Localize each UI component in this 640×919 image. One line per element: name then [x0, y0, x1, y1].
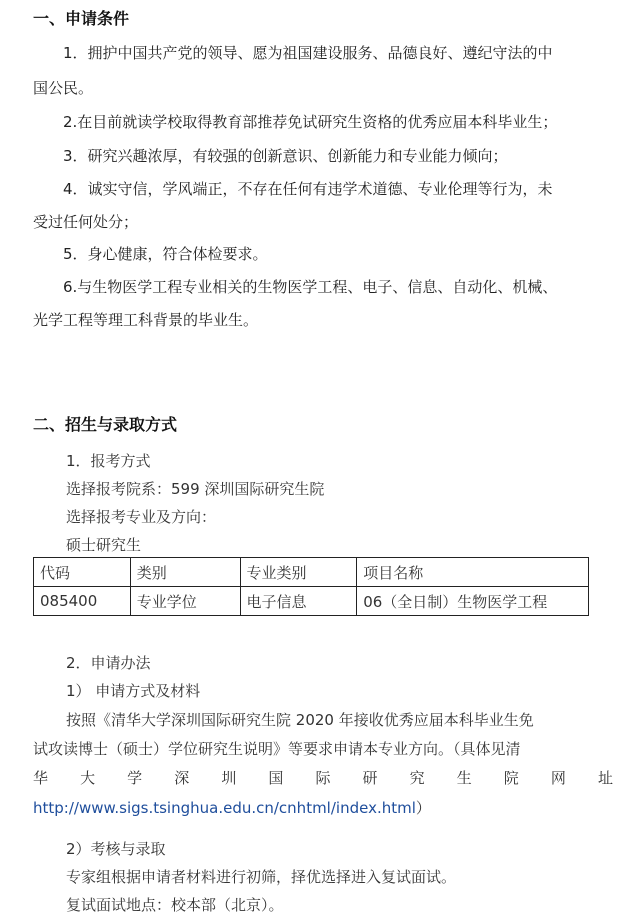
requirement-6-line-1: 6.与生物医学工程专业相关的生物医学工程、电子、信息、自动化、机械、	[63, 278, 558, 296]
justified-char: 圳	[221, 769, 237, 787]
table-header-cell: 代码	[34, 558, 131, 587]
program-table	[33, 557, 589, 616]
table-cell: 电子信息	[240, 587, 357, 616]
requirement-4-line-2: 受过任何处分；	[33, 213, 139, 231]
justified-char: 址	[597, 769, 613, 787]
review-line: 专家组根据申请者材料进行初筛，择优选择进入复试面试。	[66, 868, 457, 886]
table-cell: 085400	[34, 587, 131, 616]
justified-char: 华	[33, 769, 49, 787]
department-line: 选择报考院系：599 深圳国际研究生院	[66, 480, 325, 498]
website-line	[33, 797, 431, 819]
requirement-5: 5．身心健康，符合体检要求。	[63, 245, 268, 263]
requirement-2: 2.在目前就读学校取得教育部推荐免试研究生资格的优秀应届本科毕业生；	[63, 113, 558, 131]
subsection-materials-title: 1） 申请方式及材料	[66, 682, 201, 700]
section-1-title: 一、申请条件	[33, 9, 130, 28]
location-line: 复试面试地点：校本部（北京）。	[66, 896, 284, 914]
apply-paragraph-line-1: 按照《清华大学深圳国际研究生院 2020 年接收优秀应届本科毕业生免	[66, 711, 534, 729]
table-header-cell: 专业类别	[240, 558, 357, 587]
justified-char: 生	[456, 769, 472, 787]
requirement-4-line-1: 4．诚实守信，学风端正，不存在任何有违学术道德、专业伦理等行为，未	[63, 180, 553, 198]
subsection-review-title: 2）考核与录取	[66, 840, 166, 858]
apply-paragraph-line-2: 试攻读博士（硕士）学位研究生说明》等要求申请本专业方向。（具体见清	[33, 740, 521, 758]
justified-char: 究	[409, 769, 425, 787]
apply-paragraph-line-3	[33, 767, 613, 789]
major-line: 选择报考专业及方向：	[66, 508, 217, 526]
requirement-3: 3．研究兴趣浓厚，有较强的创新意识、创新能力和专业能力倾向；	[63, 147, 508, 165]
requirement-6-line-2: 光学工程等理工科背景的毕业生。	[33, 311, 259, 329]
table-cell: 06（全日制）生物医学工程	[357, 587, 589, 616]
justified-char: 大	[80, 769, 96, 787]
table-header-cell: 类别	[130, 558, 240, 587]
requirement-1-line-2: 国公民。	[33, 79, 94, 97]
justified-char: 网	[550, 769, 566, 787]
justified-char: 研	[362, 769, 378, 787]
section-2-title: 二、招生与录取方式	[33, 415, 178, 434]
justified-char: 院	[503, 769, 519, 787]
table-cell: 专业学位	[130, 587, 240, 616]
table-header-row	[34, 558, 589, 587]
requirement-1-line-1: 1．拥护中国共产党的领导、愿为祖国建设服务、品德良好、遵纪守法的中	[63, 44, 553, 62]
degree-label: 硕士研究生	[66, 536, 142, 554]
justified-char: 学	[127, 769, 143, 787]
justified-char: 国	[268, 769, 284, 787]
justified-char: 深	[174, 769, 190, 787]
subsection-application-title: 2．申请办法	[66, 654, 151, 672]
website-link[interactable]: http://www.sigs.tsinghua.edu.cn/cnhtml/index.html	[33, 799, 416, 817]
table-row	[34, 587, 589, 616]
website-suffix: ）	[415, 799, 431, 817]
justified-char: 际	[315, 769, 331, 787]
subsection-apply-method-title: 1．报考方式	[66, 452, 151, 470]
table-header-cell: 项目名称	[357, 558, 589, 587]
